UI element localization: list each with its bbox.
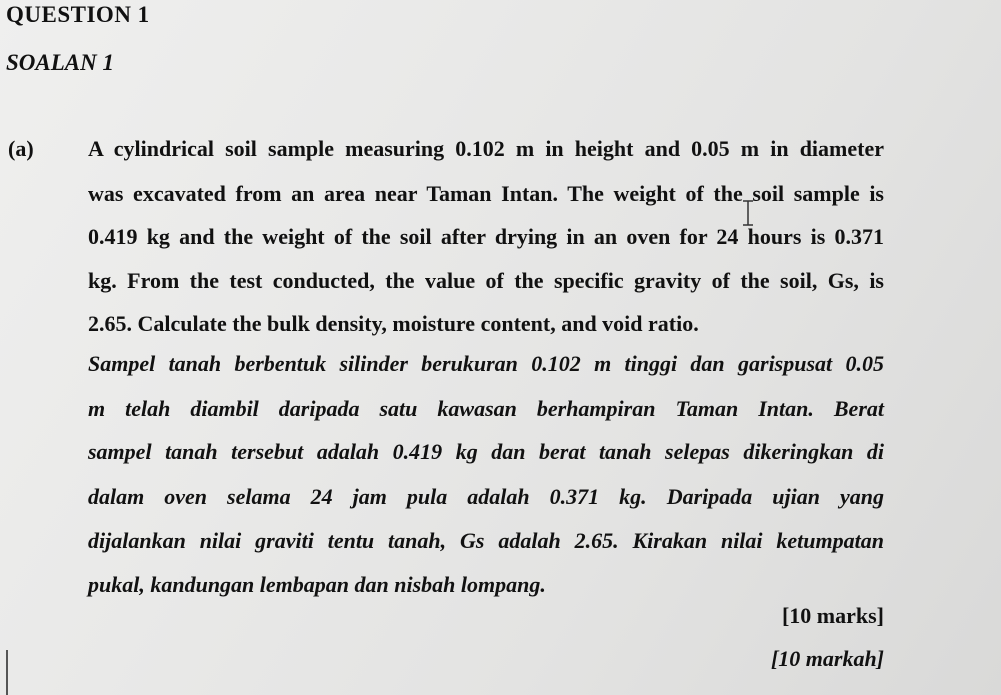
english-line-5: 2.65. Calculate the bulk density, moisture content, and void ratio. bbox=[88, 311, 699, 336]
malay-line-5: dijalankan nilai graviti tentu tanah, Gs adalah 2.65. Kirakan nilai ketumpatan bbox=[88, 528, 884, 553]
malay-line-6: pukal, kandungan lembapan dan nisbah lompang. bbox=[88, 572, 546, 597]
part-label: (a) bbox=[8, 136, 34, 161]
question-heading-ms: SOALAN 1 bbox=[6, 50, 114, 75]
malay-line-4: dalam oven selama 24 jam pula adalah 0.371 kg. Daripada ujian yang bbox=[88, 484, 884, 509]
english-line-2: was excavated from an area near Taman Intan. The weight of the soil sample is bbox=[88, 181, 884, 206]
marks-ms: [10 markah] bbox=[770, 646, 884, 671]
english-line-3: 0.419 kg and the weight of the soil after drying in an oven for 24 hours is 0.371 bbox=[88, 224, 884, 249]
english-line-4: kg. From the test conducted, the value of the specific gravity of the soil, Gs, is bbox=[88, 268, 884, 293]
malay-line-3: sampel tanah tersebut adalah 0.419 kg dan berat tanah selepas dikeringkan di bbox=[88, 439, 884, 464]
malay-line-1: Sampel tanah berbentuk silinder berukuran 0.102 m tinggi dan garispusat 0.05 bbox=[88, 351, 884, 376]
english-line-1: A cylindrical soil sample measuring 0.102 m in height and 0.05 m in diameter bbox=[88, 136, 884, 161]
malay-line-2: m telah diambil daripada satu kawasan berhampiran Taman Intan. Berat bbox=[88, 396, 884, 421]
question-heading-en: QUESTION 1 bbox=[6, 2, 150, 27]
page-edge-divider bbox=[6, 650, 8, 695]
text-cursor-icon bbox=[742, 200, 754, 226]
marks-en: [10 marks] bbox=[781, 603, 884, 628]
